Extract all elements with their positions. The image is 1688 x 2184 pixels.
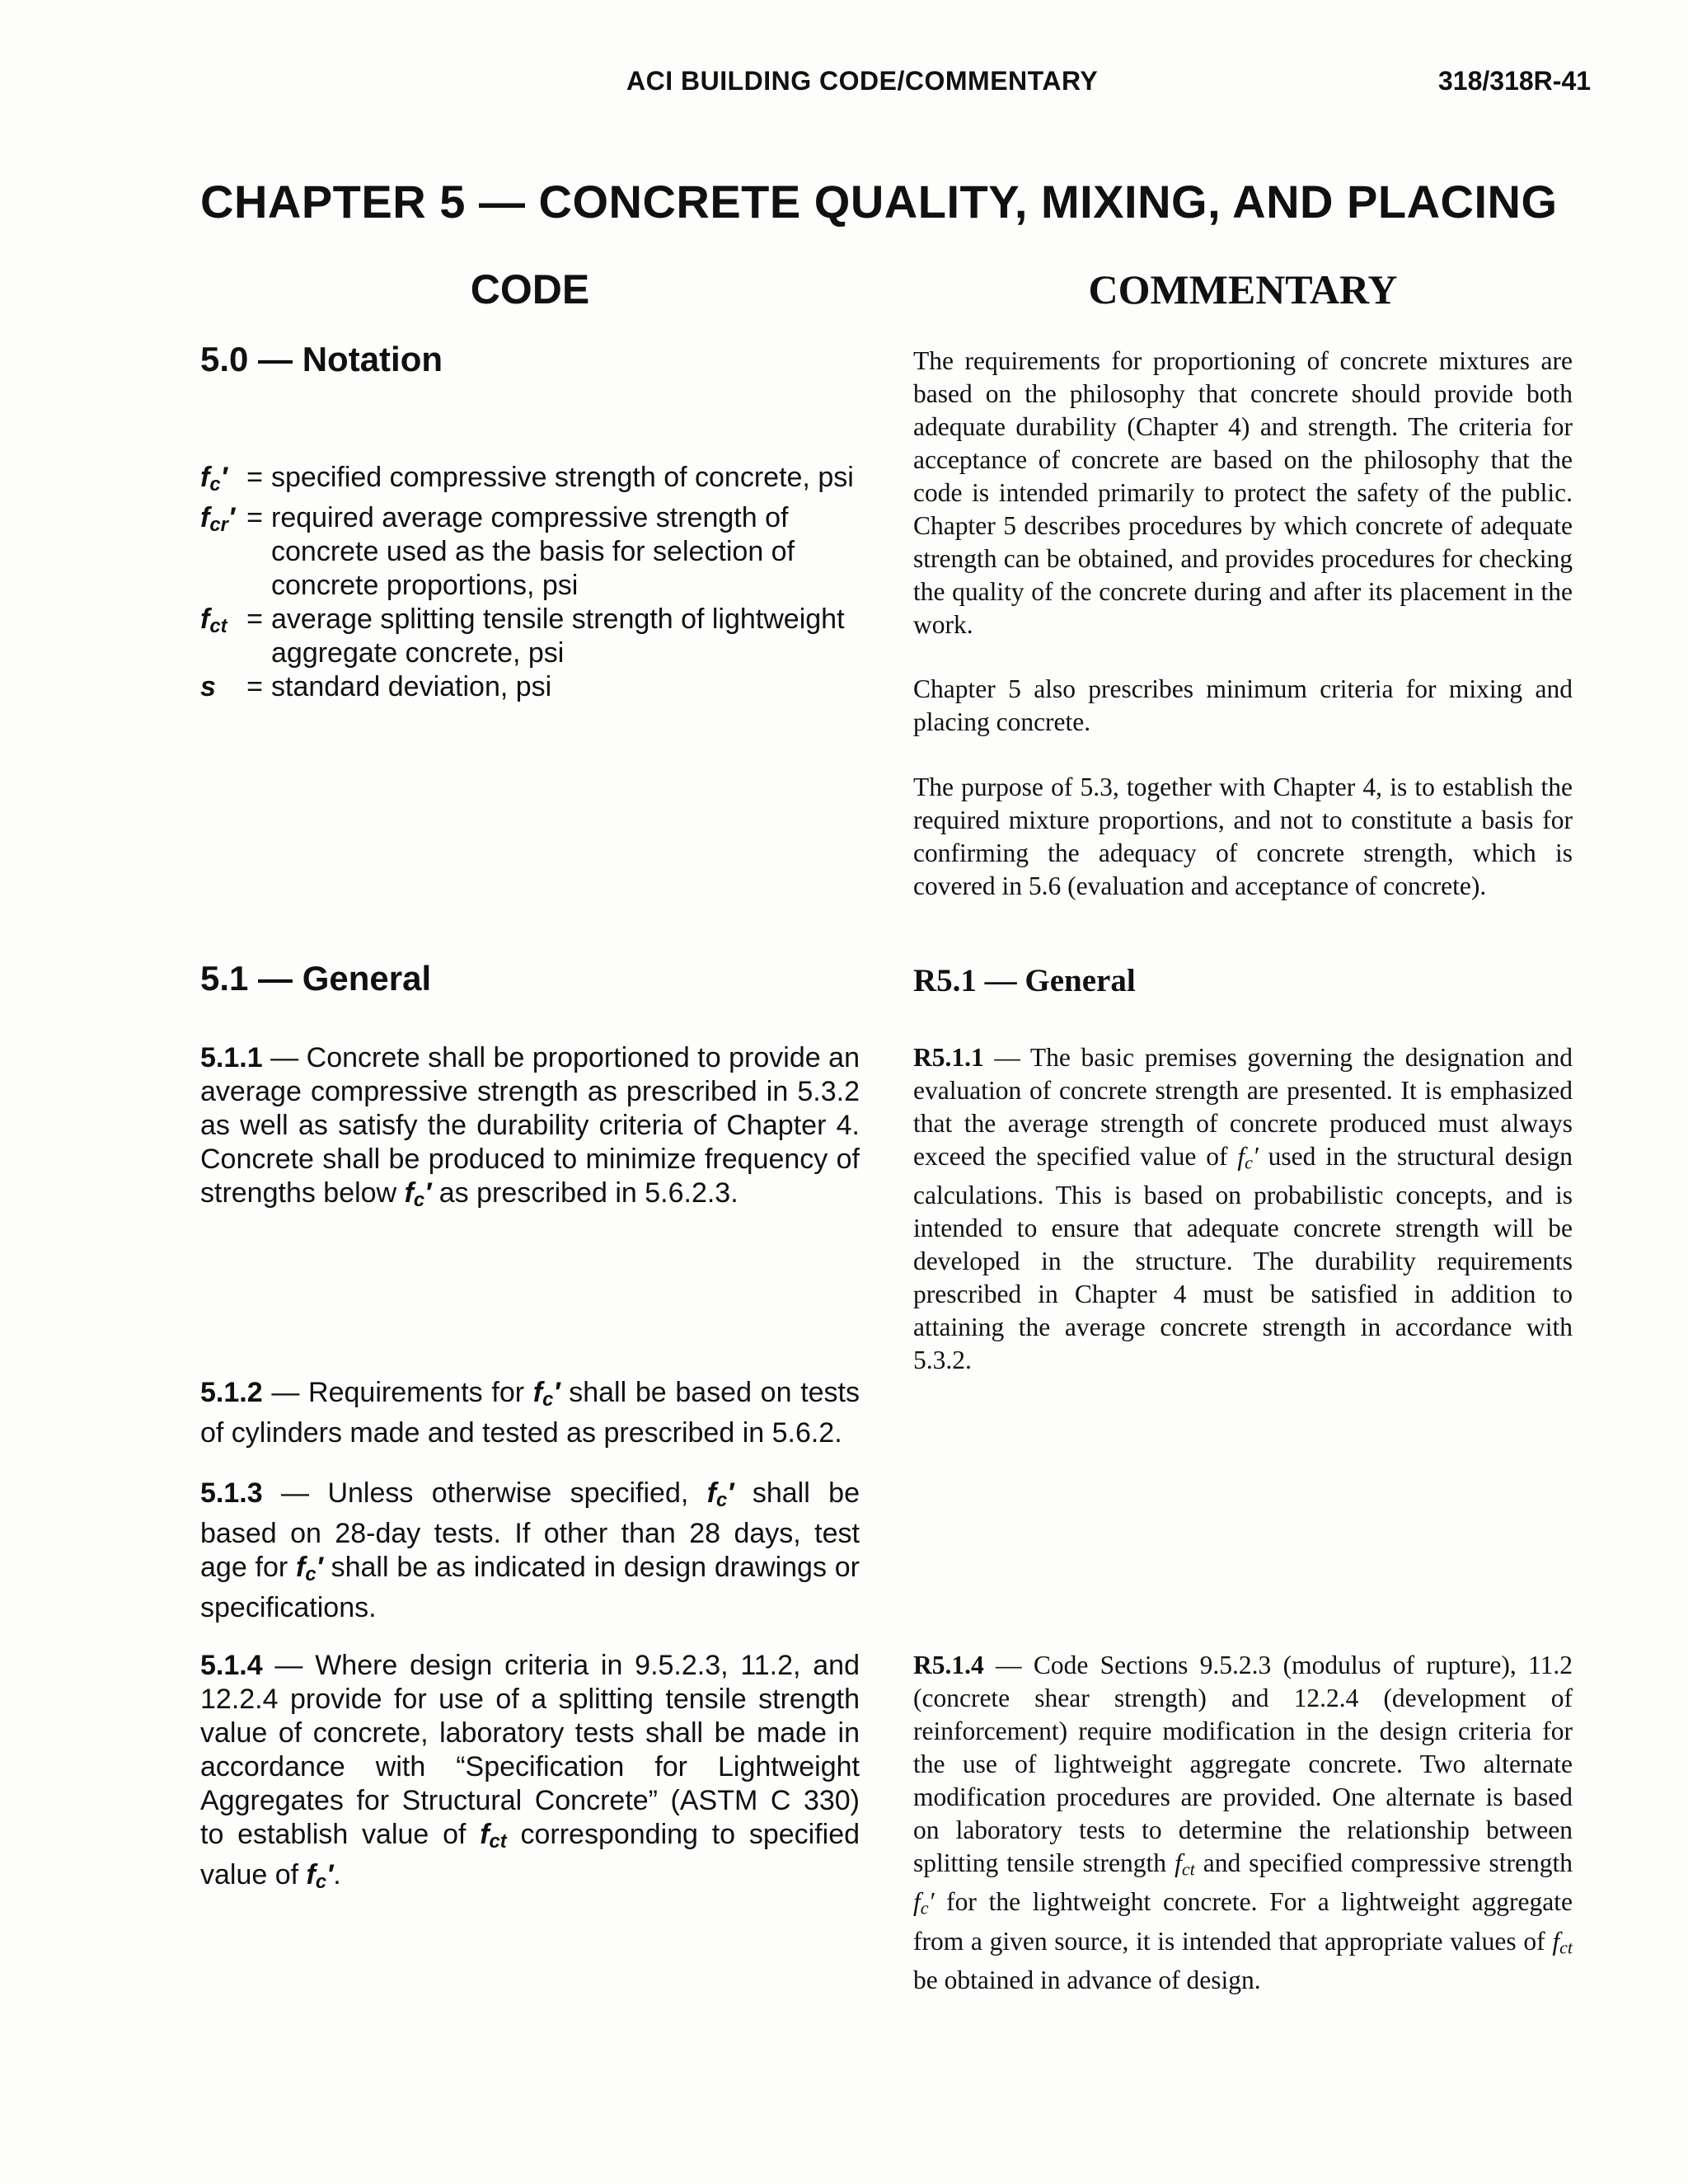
general-heading: 5.1 — General <box>200 959 432 998</box>
notation-item-fc <box>200 461 860 501</box>
page-number: 318/318R-41 <box>1438 66 1592 96</box>
notation-item-fct <box>200 603 860 670</box>
notation-definition: average splitting tensile strength of lightweight aggregate concrete, psi <box>271 603 845 669</box>
notation-symbol: fcr′ <box>200 501 235 536</box>
notation-equals: = <box>246 462 263 493</box>
chapter-title: CHAPTER 5 — CONCRETE QUALITY, MIXING, AND PLACING <box>200 176 1558 228</box>
notation-definition: required average compressive strength of concrete used as the basis for selection of concrete proportions, psi <box>271 501 795 601</box>
running-title: ACI BUILDING CODE/COMMENTARY <box>626 66 1099 96</box>
notation-item-s <box>200 670 860 711</box>
notation-equals: = <box>246 670 263 702</box>
code-5-1-3: 5.1.3 — Unless otherwise specified, fc′ shall be based on 28-day tests. If other than 28 days, test age for fc′ shall be as indicated in design drawings or specifications. <box>200 1477 860 1623</box>
code-5-1-4: 5.1.4 — Where design criteria in 9.5.2.3, 11.2, and 12.2.4 provide for use of a splitting tensile strength value of concrete, laboratory tests shall be made in accordance with “Specification for Lightweight Aggregates for Structural Concrete” (ASTM C 330) to establish value of fct corresponding to specified value of fc′. <box>200 1650 860 1893</box>
notation-definition: specified compressive strength of concrete, psi <box>271 462 854 493</box>
code-5-1-2: 5.1.2 — Requirements for fc′ shall be based on tests of cylinders made and tested as prescribed in 5.6.2. <box>200 1377 860 1449</box>
commentary-intro-3: The purpose of 5.3, together with Chapter 4, is to establish the required mixture proportions, and not to constitute a basis for confirming the adequacy of concrete strength, which is covered in 5.6 (evaluation and acceptance of concrete). <box>913 773 1573 900</box>
commentary-r5-1-1: R5.1.1 — The basic premises governing the designation and evaluation of concrete strength are presented. It is emphasized that the average strength of concrete produced must always exceed the specified value of $f_c'$ used in the structural design calculations. This is based on probabilistic concepts, and is intended to ensure that adequate concrete strength will be developed in the structure. The durability requirements prescribed in Chapter 4 must be satisfied in addition to attaining the average concrete strength in accordance with 5.3.2. <box>913 1043 1573 1375</box>
notation-equals: = <box>246 501 263 533</box>
notation-symbol: fc′ <box>200 462 227 496</box>
notation-equals: = <box>246 603 263 635</box>
notation-list <box>200 461 860 711</box>
commentary-intro-1: The requirements for proportioning of concrete mixtures are based on the philosophy that concrete should provide both adequate durability (Chapter 4) and strength. The criteria for acceptance of concrete are based on the philosophy that the code is intended primarily to protect the safety of the public. Chapter 5 describes procedures by which concrete of adequate strength can be obtained, and provides procedures for checking the quality of the concrete during and after its placement in the work. <box>913 346 1573 639</box>
notation-symbol: fct <box>200 603 227 637</box>
notation-definition: standard deviation, psi <box>271 670 552 702</box>
code-column-heading: CODE <box>470 266 590 312</box>
notation-symbol: s <box>200 670 216 702</box>
running-header <box>0 66 1688 107</box>
commentary-r5-1-4: R5.1.4 — Code Sections 9.5.2.3 (modulus of rupture), 11.2 (concrete shear strength) and 12.2.4 (development of reinforcement) require modification in the design criteria for the use of lightweight aggregate concrete. Two alternate modification procedures are provided. One alternate is based on laboratory tests to determine the relationship between splitting tensile strength $f_{ct}$ and specified compressive strength $f_c'$ for the lightweight concrete. For a lightweight aggregate from a given source, it is intended that appropriate values of $f_{ct}$ be obtained in advance of design. <box>913 1651 1573 1995</box>
code-5-1-1: 5.1.1 — Concrete shall be proportioned to provide an average compressive strength as prescribed in 5.3.2 as well as satisfy the durability criteria of Chapter 4. Concrete shall be produced to minimize frequency of strengths below fc′ as prescribed in 5.6.2.3. <box>200 1042 860 1211</box>
notation-heading: 5.0 — Notation <box>200 340 443 378</box>
notation-item-fcr <box>200 501 860 603</box>
commentary-general-heading: R5.1 — General <box>913 963 1136 998</box>
commentary-intro-2: Chapter 5 also prescribes minimum criteria for mixing and placing concrete. <box>913 674 1573 736</box>
commentary-column-heading: COMMENTARY <box>1088 266 1398 312</box>
